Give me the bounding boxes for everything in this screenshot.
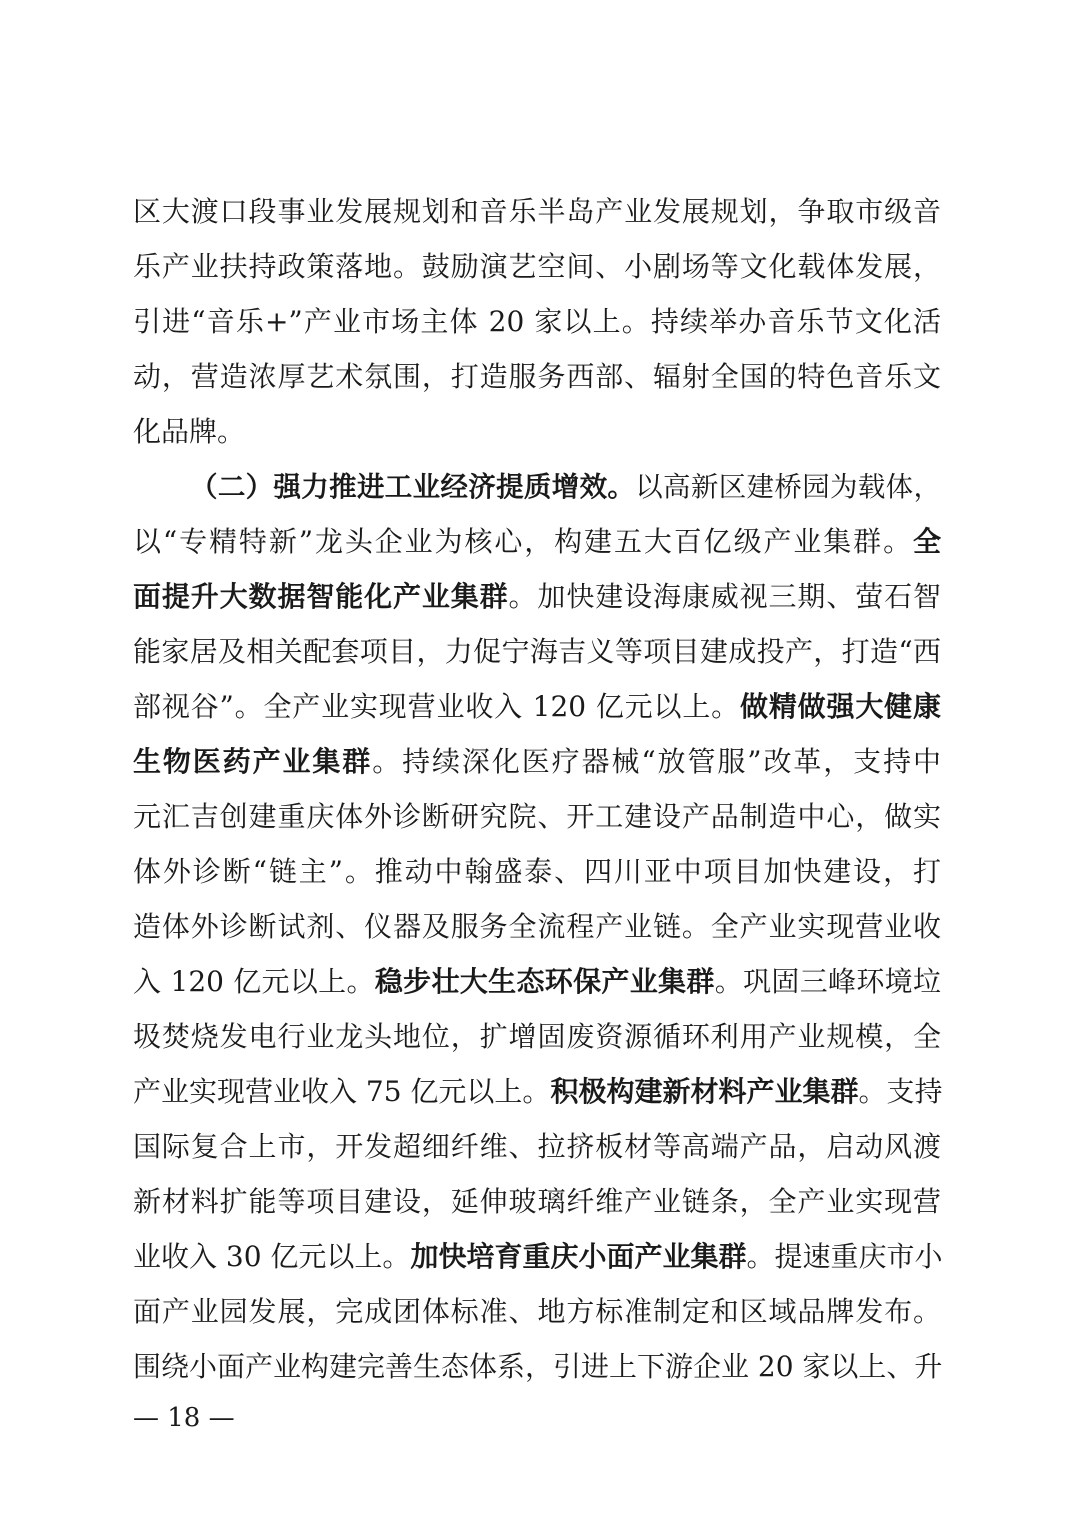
- text-line: [133, 1072, 941, 1112]
- text-run: 。持续深化医疗器械“放管服”改革，支持中: [372, 745, 941, 778]
- text-run: 部视谷”。全产业实现营业收入 120 亿元以上。: [133, 690, 740, 723]
- text-run: 圾焚烧发电行业龙头地位，扩增固废资源循环利用产业规模，全: [133, 1020, 941, 1053]
- text-line: [133, 797, 941, 837]
- bold-run: 积极构建新材料产业集群: [550, 1075, 859, 1108]
- text-line: [133, 1237, 941, 1277]
- text-run: 。提速重庆市小: [746, 1240, 943, 1273]
- text-line: [133, 192, 941, 232]
- text-run: 引进“音乐+”产业市场主体 20 家以上。持续举办音乐节文化活: [133, 305, 941, 338]
- text-run: 业收入 30 亿元以上。: [133, 1240, 411, 1273]
- text-run: 围绕小面产业构建完善生态体系，引进上下游企业 20 家以上、升: [133, 1350, 943, 1383]
- text-run: 面产业园发展，完成团体标准、地方标准制定和区域品牌发布。: [133, 1295, 941, 1328]
- text-run: 国际复合上市，开发超细纤维、拉挤板材等高端产品，启动风渡: [133, 1130, 941, 1163]
- text-line: [133, 1182, 941, 1222]
- text-line: [133, 357, 941, 397]
- text-run: 化品牌。: [133, 415, 246, 448]
- text-run: 乐产业扶持政策落地。鼓励演艺空间、小剧场等文化载体发展，: [133, 250, 941, 283]
- text-run: 。支持: [858, 1075, 943, 1108]
- text-run: 入 120 亿元以上。: [133, 965, 375, 998]
- text-run: 元汇吉创建重庆体外诊断研究院、开工建设产品制造中心，做实: [133, 800, 941, 833]
- text-line: [133, 247, 941, 287]
- text-line: [133, 1017, 941, 1057]
- bold-run: 做精做强大健康: [740, 690, 941, 723]
- bold-run: 生物医药产业集群: [133, 745, 373, 778]
- text-line: [133, 577, 941, 617]
- page-number: — 18 —: [133, 1403, 235, 1433]
- text-run: 能家居及相关配套项目，力促宁海吉义等项目建成投产，打造“西: [133, 635, 941, 668]
- text-run: 以高新区建桥园为载体，: [635, 471, 942, 503]
- text-run: 产业实现营业收入 75 亿元以上。: [133, 1075, 551, 1108]
- text-line: [133, 522, 941, 562]
- bold-run: 加快培育重庆小面产业集群: [410, 1240, 747, 1273]
- text-run: 新材料扩能等项目建设，延伸玻璃纤维产业链条，全产业实现营: [133, 1185, 941, 1218]
- text-run: 动，营造浓厚艺术氛围，打造服务西部、辐射全国的特色音乐文: [133, 360, 941, 393]
- text-line: [133, 1292, 941, 1332]
- text-run: 。加快建设海康威视三期、萤石智: [508, 580, 941, 613]
- text-run: 。巩固三峰环境垃: [714, 965, 941, 998]
- text-line: [133, 632, 941, 672]
- text-run: 体外诊断“链主”。推动中翰盛泰、四川亚中项目加快建设，打: [133, 855, 941, 888]
- text-run: 区大渡口段事业发展规划和音乐半岛产业发展规划，争取市级音: [133, 195, 941, 228]
- text-line: [133, 1347, 941, 1387]
- section-heading-line: [190, 467, 941, 507]
- bold-run: 稳步壮大生态环保产业集群: [374, 965, 715, 998]
- text-line: [133, 907, 941, 947]
- text-run: 以“专精特新”龙头企业为核心，构建五大百亿级产业集群。: [133, 525, 913, 558]
- bold-run: 全: [912, 525, 941, 558]
- text-line: [133, 687, 941, 727]
- text-line: [133, 1127, 941, 1167]
- text-line: [133, 302, 941, 342]
- bold-run: 面提升大数据智能化产业集群: [133, 580, 509, 613]
- text-line: [133, 412, 941, 452]
- text-line: [133, 962, 941, 1002]
- section-heading: （二）强力推进工业经济提质增效。: [190, 471, 636, 503]
- text-line: [133, 742, 941, 782]
- text-line: [133, 852, 941, 892]
- text-run: 造体外诊断试剂、仪器及服务全流程产业链。全产业实现营业收: [133, 910, 941, 943]
